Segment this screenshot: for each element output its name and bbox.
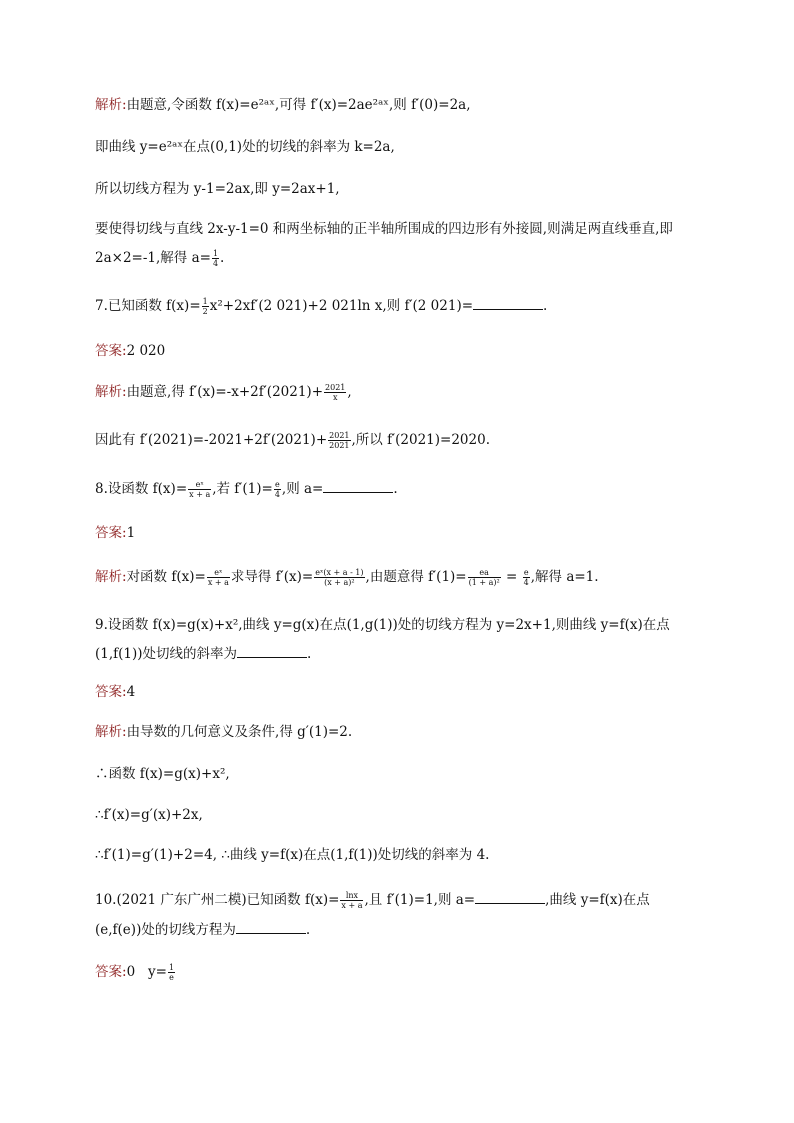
fraction — [168, 963, 175, 982]
answer-value: 2 020 — [126, 343, 166, 359]
answer-label: 答案: — [95, 964, 127, 980]
answer-value: 1 — [126, 525, 136, 541]
analysis-line-1 — [95, 95, 471, 115]
answer-9 — [95, 682, 135, 702]
fraction — [314, 568, 364, 587]
denominator: 2021 — [329, 441, 350, 450]
text: ,解得 a=1. — [530, 569, 599, 585]
text: = — [501, 569, 522, 585]
text: ,所以 f′(2021)=2020. — [351, 432, 490, 448]
numerator: 2021 — [329, 431, 350, 440]
analysis-line-4 — [95, 219, 673, 239]
text: ,若 f′(1)= — [212, 481, 273, 497]
text: 即曲线 y=e²ᵃˣ在点(0,1)处的切线的斜率为 k=2a, — [95, 139, 395, 155]
text: , — [347, 384, 352, 400]
denominator: 4 — [212, 259, 219, 268]
denominator: 4 — [523, 578, 529, 587]
answer-label: 答案: — [95, 525, 127, 541]
text: ,曲线 y=f(x)在点 — [545, 892, 650, 908]
analysis-9 — [95, 722, 352, 742]
fraction — [202, 297, 209, 316]
denominator: 4 — [274, 490, 280, 499]
analysis-7 — [95, 382, 352, 402]
answer-label: 答案: — [95, 343, 127, 359]
text: 因此有 f′(2021)=-2021+2f′(2021)+ — [95, 432, 328, 448]
denominator: 2 — [202, 307, 208, 316]
numerator: 1 — [212, 249, 219, 258]
denominator: x — [332, 393, 338, 402]
text: ,且 f′(1)=1,则 a= — [364, 892, 476, 908]
answer-blank[interactable] — [236, 921, 306, 934]
numerator: e — [274, 480, 280, 489]
numerator: ea — [468, 568, 501, 578]
question-8 — [95, 479, 398, 499]
question-10b — [95, 920, 310, 940]
text: (e,f(e))处的切线方程为 — [95, 922, 236, 938]
analysis-8 — [95, 567, 599, 587]
answer-label: 答案: — [95, 684, 127, 700]
text: 8.设函数 f(x)= — [95, 481, 188, 497]
text: 要使得切线与直线 2x-y-1=0 和两坐标轴的正半轴所围成的四边形有外接圆,则满足两直线垂直,即 — [95, 221, 673, 237]
answer-8 — [95, 523, 135, 543]
fraction — [468, 568, 501, 587]
answer-blank[interactable] — [237, 645, 307, 658]
fraction — [523, 568, 530, 587]
analysis-9c — [95, 805, 203, 825]
fraction — [328, 431, 350, 450]
text: 7.已知函数 f(x)= — [95, 298, 201, 314]
fraction — [207, 568, 230, 587]
numerator: lnx — [340, 891, 363, 901]
analysis-text: 由题意,令函数 f(x)=e²ᵃˣ,可得 f′(x)=2ae²ᵃˣ,则 f′(0)=2a, — [126, 97, 471, 113]
text: 由导数的几何意义及条件,得 g′(1)=2. — [126, 724, 353, 740]
text: 对函数 f(x)= — [126, 569, 206, 585]
question-10 — [95, 890, 650, 910]
question-9a — [95, 615, 670, 635]
numerator: 2021 — [325, 383, 346, 392]
answer-value: 4 — [126, 684, 136, 700]
answer-blank[interactable] — [475, 891, 545, 904]
text: . — [305, 922, 311, 938]
text: 10.(2021 广东广州二模)已知函数 f(x)= — [95, 892, 340, 908]
denominator: (x + a)² — [324, 578, 355, 587]
answer-value: 0 — [126, 964, 136, 980]
fraction — [274, 480, 281, 499]
text: 求导得 f′(x)= — [230, 569, 314, 585]
question-7 — [95, 296, 547, 316]
text: ∴f′(x)=g′(x)+2x, — [95, 807, 203, 823]
text: . — [307, 646, 312, 662]
numerator: 1 — [202, 297, 208, 306]
fraction — [188, 480, 211, 499]
analysis-7b — [95, 430, 490, 450]
analysis-9d — [95, 845, 489, 865]
answer-10 — [95, 962, 176, 982]
text: 由题意,得 f′(x)=-x+2f′(2021)+ — [126, 384, 324, 400]
answer-7 — [95, 341, 165, 361]
text: . — [220, 250, 225, 266]
analysis-label: 解析: — [95, 569, 127, 585]
text: y= — [148, 964, 167, 980]
text: ∴f′(1)=g′(1)+2=4, ∴曲线 y=f(x)在点(1,f(1))处切线的斜率为 4. — [95, 847, 490, 863]
question-9b — [95, 644, 311, 664]
analysis-label: 解析: — [95, 97, 127, 113]
text: x²+2xf′(2 021)+2 021ln x,则 f′(2 021)= — [209, 298, 474, 314]
denominator: x + a — [189, 490, 211, 499]
numerator: 1 — [168, 963, 175, 972]
denominator: (1 + a)² — [468, 578, 500, 587]
numerator: eˣ — [188, 480, 211, 490]
text: 所以切线方程为 y-1=2ax,即 y=2ax+1, — [95, 181, 340, 197]
numerator: eˣ(x + a - 1) — [315, 568, 364, 577]
text: 9.设函数 f(x)=g(x)+x²,曲线 y=g(x)在点(1,g(1))处的切线方程为 y=2x+1,则曲线 y=f(x)在点 — [95, 617, 670, 633]
text: . — [393, 481, 398, 497]
numerator: eˣ — [207, 568, 230, 578]
analysis-label: 解析: — [95, 384, 127, 400]
fraction — [324, 383, 346, 402]
text: 2a×2=-1,解得 a= — [95, 250, 211, 266]
analysis-line-5 — [95, 248, 224, 268]
text: . — [543, 298, 548, 314]
text: (1,f(1))处切线的斜率为 — [95, 646, 238, 662]
fraction — [340, 891, 363, 910]
text: ,由题意得 f′(1)= — [365, 569, 467, 585]
denominator: x + a — [207, 578, 229, 587]
analysis-line-3 — [95, 179, 340, 199]
text: ∴函数 f(x)=g(x)+x², — [95, 766, 230, 782]
numerator: e — [523, 568, 529, 577]
analysis-line-2 — [95, 137, 395, 157]
fraction — [212, 249, 219, 268]
answer-blank[interactable] — [323, 480, 393, 493]
denominator: e — [169, 973, 174, 982]
analysis-label: 解析: — [95, 724, 127, 740]
answer-blank[interactable] — [473, 297, 543, 310]
analysis-9b — [95, 764, 230, 784]
text: ,则 a= — [281, 481, 324, 497]
denominator: x + a — [341, 901, 363, 910]
